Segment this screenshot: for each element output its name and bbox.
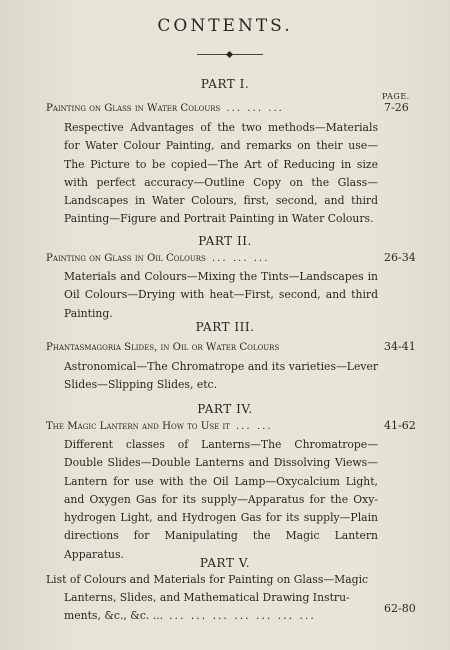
part-5-heading-line-1: List of Colours and Materials for Painting on Glass—Magic (46, 573, 369, 586)
part-1-leader-dots: ... ... ... (226, 103, 284, 114)
part-5-heading-line-3-text: ments, &c., &c. ... (64, 609, 164, 622)
part-2-label: PART II. (198, 234, 252, 248)
part-1-page-range: 7-26 (384, 101, 409, 114)
part-4-label: PART IV. (197, 402, 253, 416)
part-5-heading-line-2: Lanterns, Slides, and Mathematical Drawing Instru- (64, 591, 350, 604)
part-3-label: PART III. (195, 320, 255, 334)
part-2-description: Materials and Colours—Mixing the Tints—Landscapes in Oil Colours—Drying with heat—First, second, and third Painting. (64, 270, 378, 320)
ornament-diamond-icon (226, 51, 233, 58)
part-3-heading-text: Phantasmagoria Slides, in Oil or Water Colours (46, 342, 280, 353)
part-4-description: Different classes of Lanterns—The Chromatrope—Double Slides—Double Lanterns and Dissolving Views—Lantern for use with the Oil Lamp—Oxycalcium Light, and Oxygen Gas for its supply—Apparatus for the Oxy-hydrogen Light, and Hydrogen Gas for its supply—Plain directions for Manipulating the Magic Lantern Apparatus. (64, 438, 378, 561)
part-4-heading-text: The Magic Lantern and How to Use it (46, 421, 230, 432)
part-3-description: Astronomical—The Chromatrope and its varieties—Lever Slides—Slipping Slides, etc. (64, 360, 378, 392)
part-1-heading-text: Painting on Glass in Water Colours (46, 103, 221, 114)
part-4-leader-dots: ... ... (235, 421, 273, 432)
page-title: CONTENTS. (157, 16, 293, 36)
part-2-leader-dots: ... ... ... (211, 253, 270, 264)
page-column-heading: PAGE. (382, 92, 410, 101)
part-2-page-range: 26-34 (384, 251, 416, 264)
part-1-label: PART I. (200, 77, 250, 91)
part-1-description: Respective Advantages of the two methods—Materials for Water Colour Painting, and remarks on their use—The Picture to be copied—The Art of Reducing in size with perfect accuracy—Outline Copy on the Glass—Landscapes in Water Colours, first, second, and third Painting—Figure and Portrait Painting in Water Colours. (64, 121, 378, 226)
part-5-label: PART V. (199, 556, 251, 570)
part-4-page-range: 41-62 (384, 419, 416, 432)
part-2-heading-text: Painting on Glass in Oil Colours (46, 253, 206, 264)
part-5-page-range: 62-80 (384, 602, 416, 615)
part-5-leader-dots: ... ... ... ... ... ... ... (169, 609, 316, 622)
part-3-page-range: 34-41 (384, 340, 416, 353)
title-ornament (197, 54, 263, 56)
